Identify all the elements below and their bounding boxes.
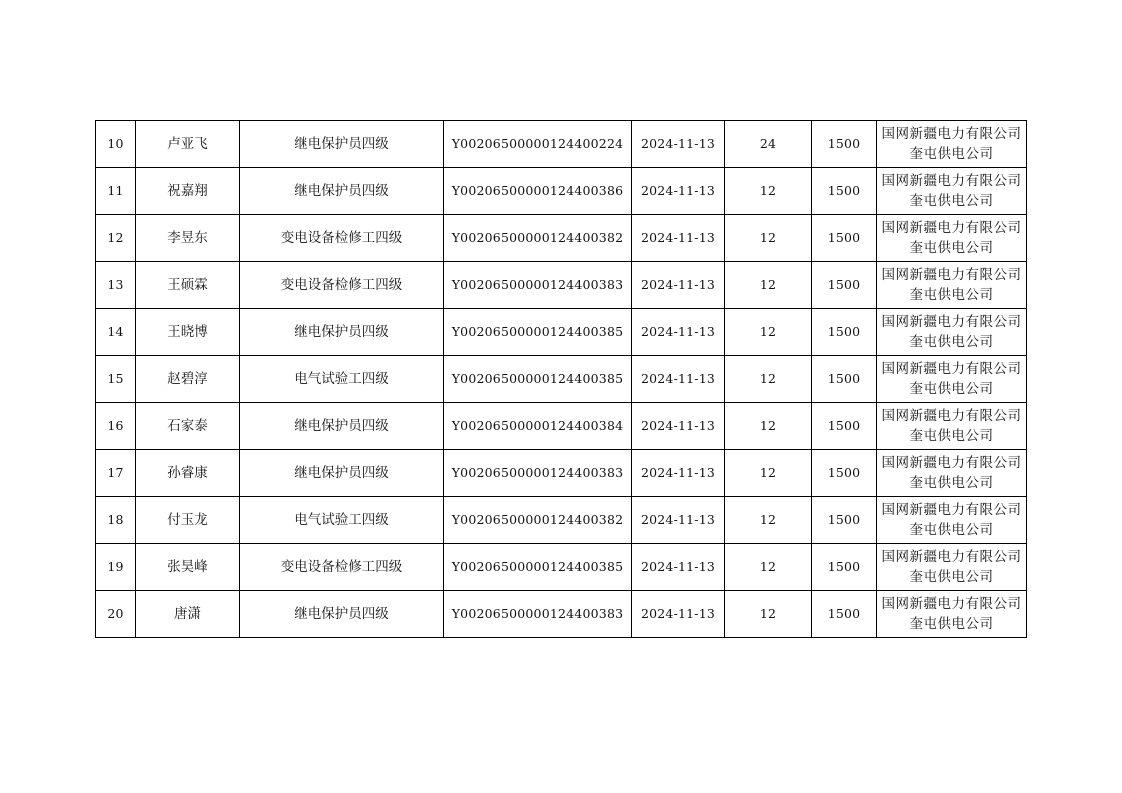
- certificate-number-cell: Y00206500000124400382: [444, 215, 632, 262]
- amount-cell: 1500: [812, 403, 877, 450]
- hours-cell: 12: [725, 356, 812, 403]
- table-row: [96, 544, 1027, 591]
- job-level-cell: 继电保护员四级: [240, 168, 444, 215]
- certificate-number-cell: Y00206500000124400385: [444, 544, 632, 591]
- row-number-cell: 14: [96, 309, 136, 356]
- table-row: [96, 309, 1027, 356]
- table-body: [96, 121, 1027, 638]
- table-row: [96, 497, 1027, 544]
- amount-cell: 1500: [812, 168, 877, 215]
- hours-cell: 12: [725, 168, 812, 215]
- amount-cell: 1500: [812, 262, 877, 309]
- amount-cell: 1500: [812, 544, 877, 591]
- amount-cell: 1500: [812, 309, 877, 356]
- hours-cell: 12: [725, 591, 812, 638]
- hours-cell: 12: [725, 497, 812, 544]
- row-number-cell: 10: [96, 121, 136, 168]
- organization-cell: 国网新疆电力有限公司奎屯供电公司: [877, 121, 1027, 168]
- row-number-cell: 16: [96, 403, 136, 450]
- person-name-cell: 赵碧淳: [136, 356, 240, 403]
- job-level-cell: 继电保护员四级: [240, 403, 444, 450]
- organization-cell: 国网新疆电力有限公司奎屯供电公司: [877, 356, 1027, 403]
- issue-date-cell: 2024-11-13: [632, 356, 725, 403]
- job-level-cell: 电气试验工四级: [240, 356, 444, 403]
- table-row: [96, 121, 1027, 168]
- table-row: [96, 450, 1027, 497]
- certificate-number-cell: Y00206500000124400383: [444, 262, 632, 309]
- row-number-cell: 17: [96, 450, 136, 497]
- hours-cell: 12: [725, 309, 812, 356]
- issue-date-cell: 2024-11-13: [632, 544, 725, 591]
- row-number-cell: 11: [96, 168, 136, 215]
- hours-cell: 12: [725, 450, 812, 497]
- amount-cell: 1500: [812, 356, 877, 403]
- certificate-number-cell: Y00206500000124400385: [444, 309, 632, 356]
- job-level-cell: 变电设备检修工四级: [240, 262, 444, 309]
- row-number-cell: 19: [96, 544, 136, 591]
- job-level-cell: 继电保护员四级: [240, 591, 444, 638]
- issue-date-cell: 2024-11-13: [632, 121, 725, 168]
- job-level-cell: 继电保护员四级: [240, 121, 444, 168]
- organization-cell: 国网新疆电力有限公司奎屯供电公司: [877, 591, 1027, 638]
- issue-date-cell: 2024-11-13: [632, 591, 725, 638]
- hours-cell: 12: [725, 262, 812, 309]
- organization-cell: 国网新疆电力有限公司奎屯供电公司: [877, 168, 1027, 215]
- issue-date-cell: 2024-11-13: [632, 262, 725, 309]
- certificate-number-cell: Y00206500000124400383: [444, 591, 632, 638]
- person-name-cell: 王晓博: [136, 309, 240, 356]
- person-name-cell: 张昊峰: [136, 544, 240, 591]
- row-number-cell: 15: [96, 356, 136, 403]
- amount-cell: 1500: [812, 121, 877, 168]
- person-name-cell: 唐潇: [136, 591, 240, 638]
- job-level-cell: 继电保护员四级: [240, 309, 444, 356]
- amount-cell: 1500: [812, 215, 877, 262]
- person-name-cell: 祝嘉翔: [136, 168, 240, 215]
- hours-cell: 12: [725, 403, 812, 450]
- person-name-cell: 付玉龙: [136, 497, 240, 544]
- organization-cell: 国网新疆电力有限公司奎屯供电公司: [877, 497, 1027, 544]
- hours-cell: 12: [725, 544, 812, 591]
- organization-cell: 国网新疆电力有限公司奎屯供电公司: [877, 262, 1027, 309]
- table-row: [96, 356, 1027, 403]
- amount-cell: 1500: [812, 497, 877, 544]
- issue-date-cell: 2024-11-13: [632, 450, 725, 497]
- table-row: [96, 168, 1027, 215]
- certificate-number-cell: Y00206500000124400386: [444, 168, 632, 215]
- certificate-records-table: [95, 120, 1027, 638]
- issue-date-cell: 2024-11-13: [632, 215, 725, 262]
- person-name-cell: 孙睿康: [136, 450, 240, 497]
- organization-cell: 国网新疆电力有限公司奎屯供电公司: [877, 450, 1027, 497]
- issue-date-cell: 2024-11-13: [632, 403, 725, 450]
- table-row: [96, 591, 1027, 638]
- certificate-number-cell: Y00206500000124400383: [444, 450, 632, 497]
- certificate-number-cell: Y00206500000124400382: [444, 497, 632, 544]
- person-name-cell: 李昱东: [136, 215, 240, 262]
- job-level-cell: 变电设备检修工四级: [240, 544, 444, 591]
- organization-cell: 国网新疆电力有限公司奎屯供电公司: [877, 403, 1027, 450]
- amount-cell: 1500: [812, 450, 877, 497]
- hours-cell: 12: [725, 215, 812, 262]
- organization-cell: 国网新疆电力有限公司奎屯供电公司: [877, 544, 1027, 591]
- person-name-cell: 石家泰: [136, 403, 240, 450]
- issue-date-cell: 2024-11-13: [632, 168, 725, 215]
- certificate-number-cell: Y00206500000124400224: [444, 121, 632, 168]
- hours-cell: 24: [725, 121, 812, 168]
- job-level-cell: 继电保护员四级: [240, 450, 444, 497]
- table-row: [96, 215, 1027, 262]
- organization-cell: 国网新疆电力有限公司奎屯供电公司: [877, 215, 1027, 262]
- organization-cell: 国网新疆电力有限公司奎屯供电公司: [877, 309, 1027, 356]
- person-name-cell: 王硕霖: [136, 262, 240, 309]
- table-row: [96, 403, 1027, 450]
- issue-date-cell: 2024-11-13: [632, 309, 725, 356]
- person-name-cell: 卢亚飞: [136, 121, 240, 168]
- amount-cell: 1500: [812, 591, 877, 638]
- row-number-cell: 20: [96, 591, 136, 638]
- row-number-cell: 13: [96, 262, 136, 309]
- issue-date-cell: 2024-11-13: [632, 497, 725, 544]
- table-row: [96, 262, 1027, 309]
- job-level-cell: 电气试验工四级: [240, 497, 444, 544]
- row-number-cell: 18: [96, 497, 136, 544]
- row-number-cell: 12: [96, 215, 136, 262]
- certificate-number-cell: Y00206500000124400384: [444, 403, 632, 450]
- certificate-number-cell: Y00206500000124400385: [444, 356, 632, 403]
- job-level-cell: 变电设备检修工四级: [240, 215, 444, 262]
